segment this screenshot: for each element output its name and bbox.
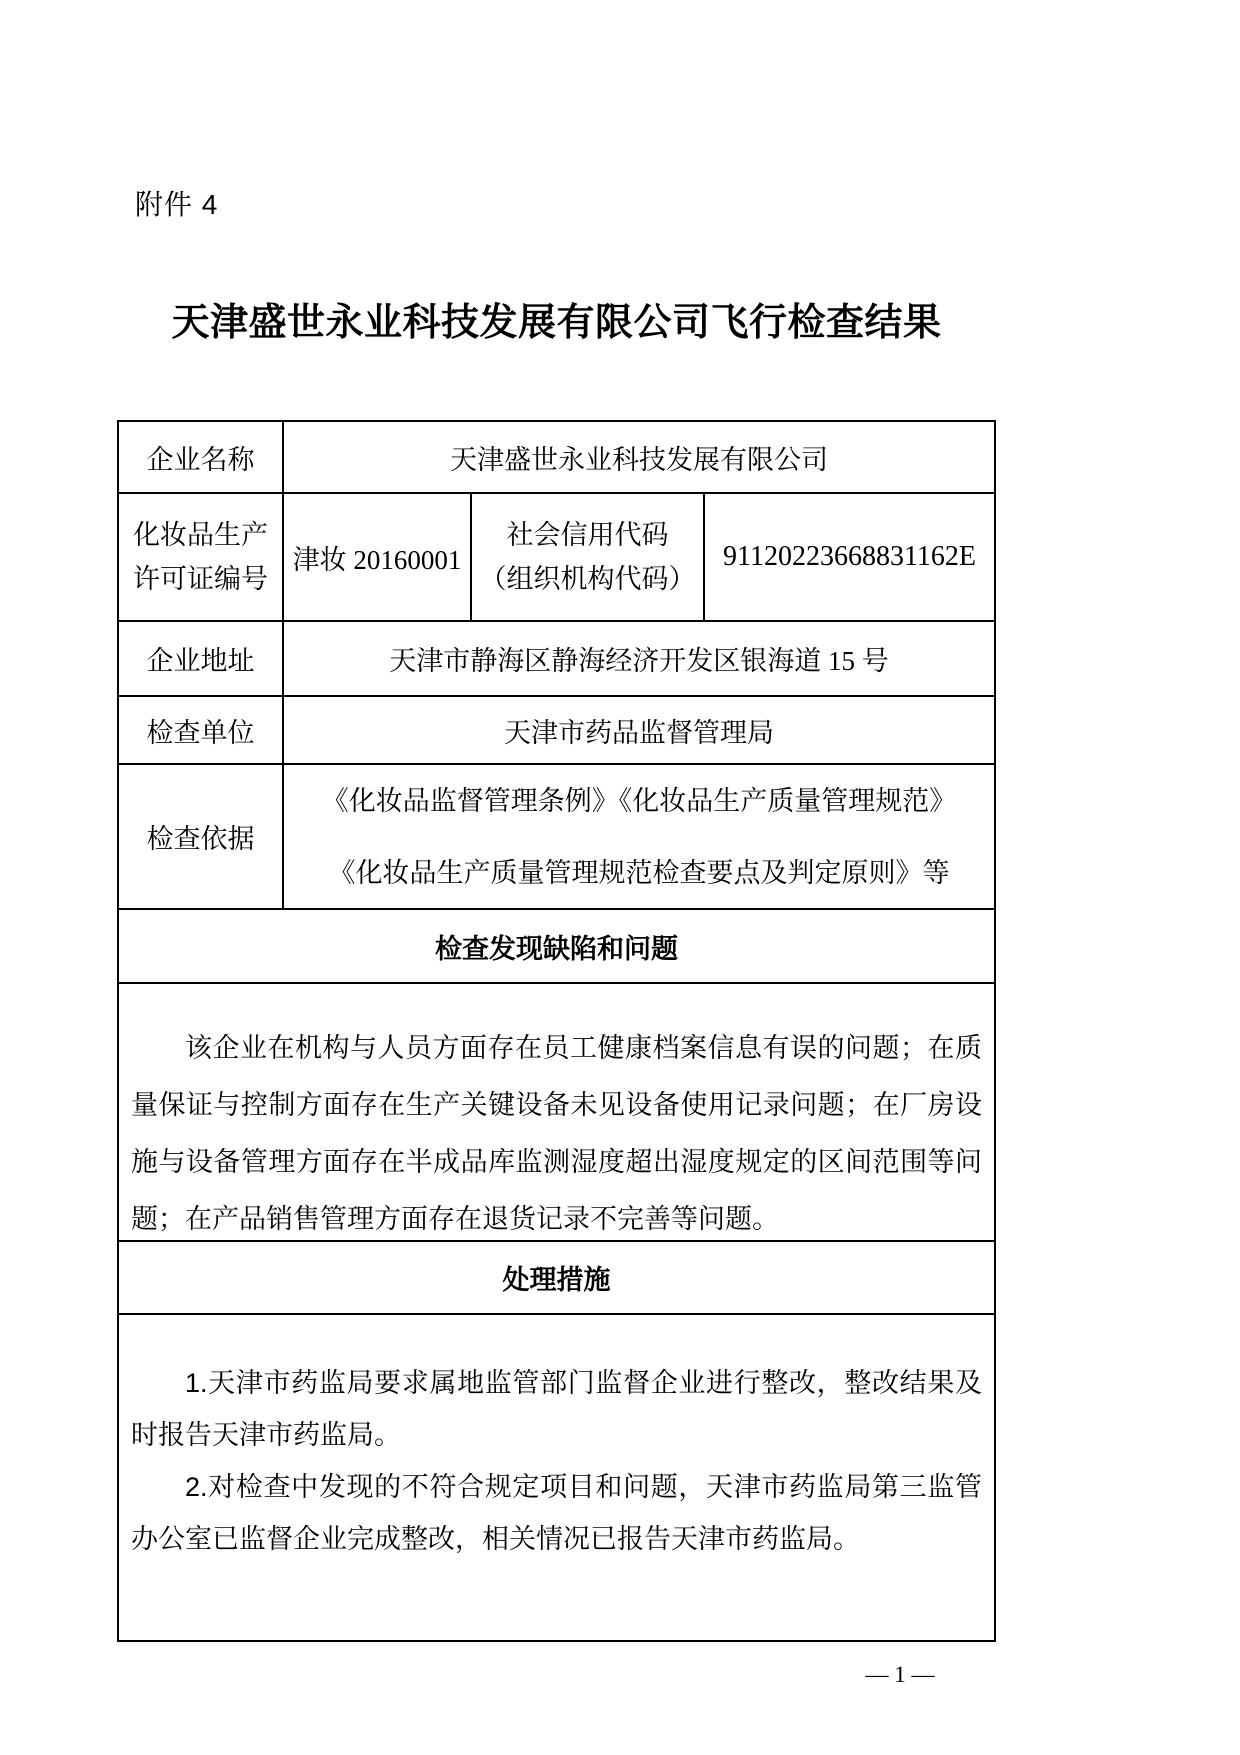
table-row-inspection-basis bbox=[119, 765, 994, 910]
credit-code-label-line2: （组织机构代码） bbox=[479, 564, 696, 594]
table-row-license bbox=[119, 494, 994, 622]
address-label: 企业地址 bbox=[119, 622, 284, 695]
inspection-basis-line1: 《化妆品监督管理条例》《化妆品生产质量管理规范》 bbox=[321, 785, 957, 816]
measures-item-1: 1.天津市药监局要求属地监管部门监督企业进行整改，整改结果及时报告天津市药监局。 bbox=[131, 1368, 982, 1450]
inspection-unit-label: 检查单位 bbox=[119, 697, 284, 763]
table-row-company-name bbox=[119, 422, 994, 494]
defects-paragraph: 该企业在机构与人员方面存在员工健康档案信息有误的问题；在质量保证与控制方面存在生产关键设备未见设备使用记录问题；在厂房设施与设备管理方面存在半成品库监测湿度超出湿度规定的区间范围等问题；在产品销售管理方面存在退货记录不完善等问题。 bbox=[131, 1033, 982, 1234]
inspection-basis-line2: 《化妆品生产质量管理规范检查要点及判定原则》等 bbox=[328, 857, 950, 888]
attachment-label: 附件 4 bbox=[135, 189, 219, 220]
table-row-measures-body bbox=[119, 1315, 994, 1640]
credit-code-value: 91120223668831162E bbox=[722, 541, 977, 572]
inspection-basis-label: 检查依据 bbox=[119, 765, 284, 908]
table-row-address bbox=[119, 622, 994, 697]
company-name-value: 天津盛世永业科技发展有限公司 bbox=[450, 444, 828, 475]
page-number: — 1 — bbox=[865, 1662, 935, 1687]
measures-section-header: 处理措施 bbox=[502, 1265, 611, 1295]
credit-code-label bbox=[472, 494, 705, 620]
table-row-measures-header bbox=[119, 1242, 994, 1315]
license-number-value: 津妆 20160001 bbox=[284, 494, 472, 620]
defects-body-cell bbox=[119, 984, 994, 1240]
address-value: 天津市静海区静海经济开发区银海道 15 号 bbox=[389, 646, 889, 676]
inspection-result-table bbox=[117, 420, 996, 1642]
license-label bbox=[119, 494, 284, 620]
table-row-defects-header bbox=[119, 910, 994, 984]
table-row-defects-body bbox=[119, 984, 994, 1242]
credit-code-label-line1: 社会信用代码 bbox=[506, 520, 669, 550]
measures-item-2: 2.对检查中发现的不符合规定项目和问题，天津市药监局第三监管办公室已监督企业完成整改，相关情况已报告天津市药监局。 bbox=[131, 1472, 982, 1554]
license-label-line1: 化妆品生产 bbox=[133, 520, 268, 550]
company-name-label: 企业名称 bbox=[119, 422, 284, 492]
document-title: 天津盛世永业科技发展有限公司飞行检查结果 bbox=[171, 302, 942, 345]
measures-body-cell bbox=[119, 1315, 994, 1640]
table-row-inspection-unit bbox=[119, 697, 994, 765]
inspection-unit-value: 天津市药品监督管理局 bbox=[504, 717, 774, 748]
defects-section-header: 检查发现缺陷和问题 bbox=[435, 933, 678, 964]
license-label-line2: 许可证编号 bbox=[133, 564, 268, 594]
inspection-basis-value bbox=[284, 765, 994, 908]
